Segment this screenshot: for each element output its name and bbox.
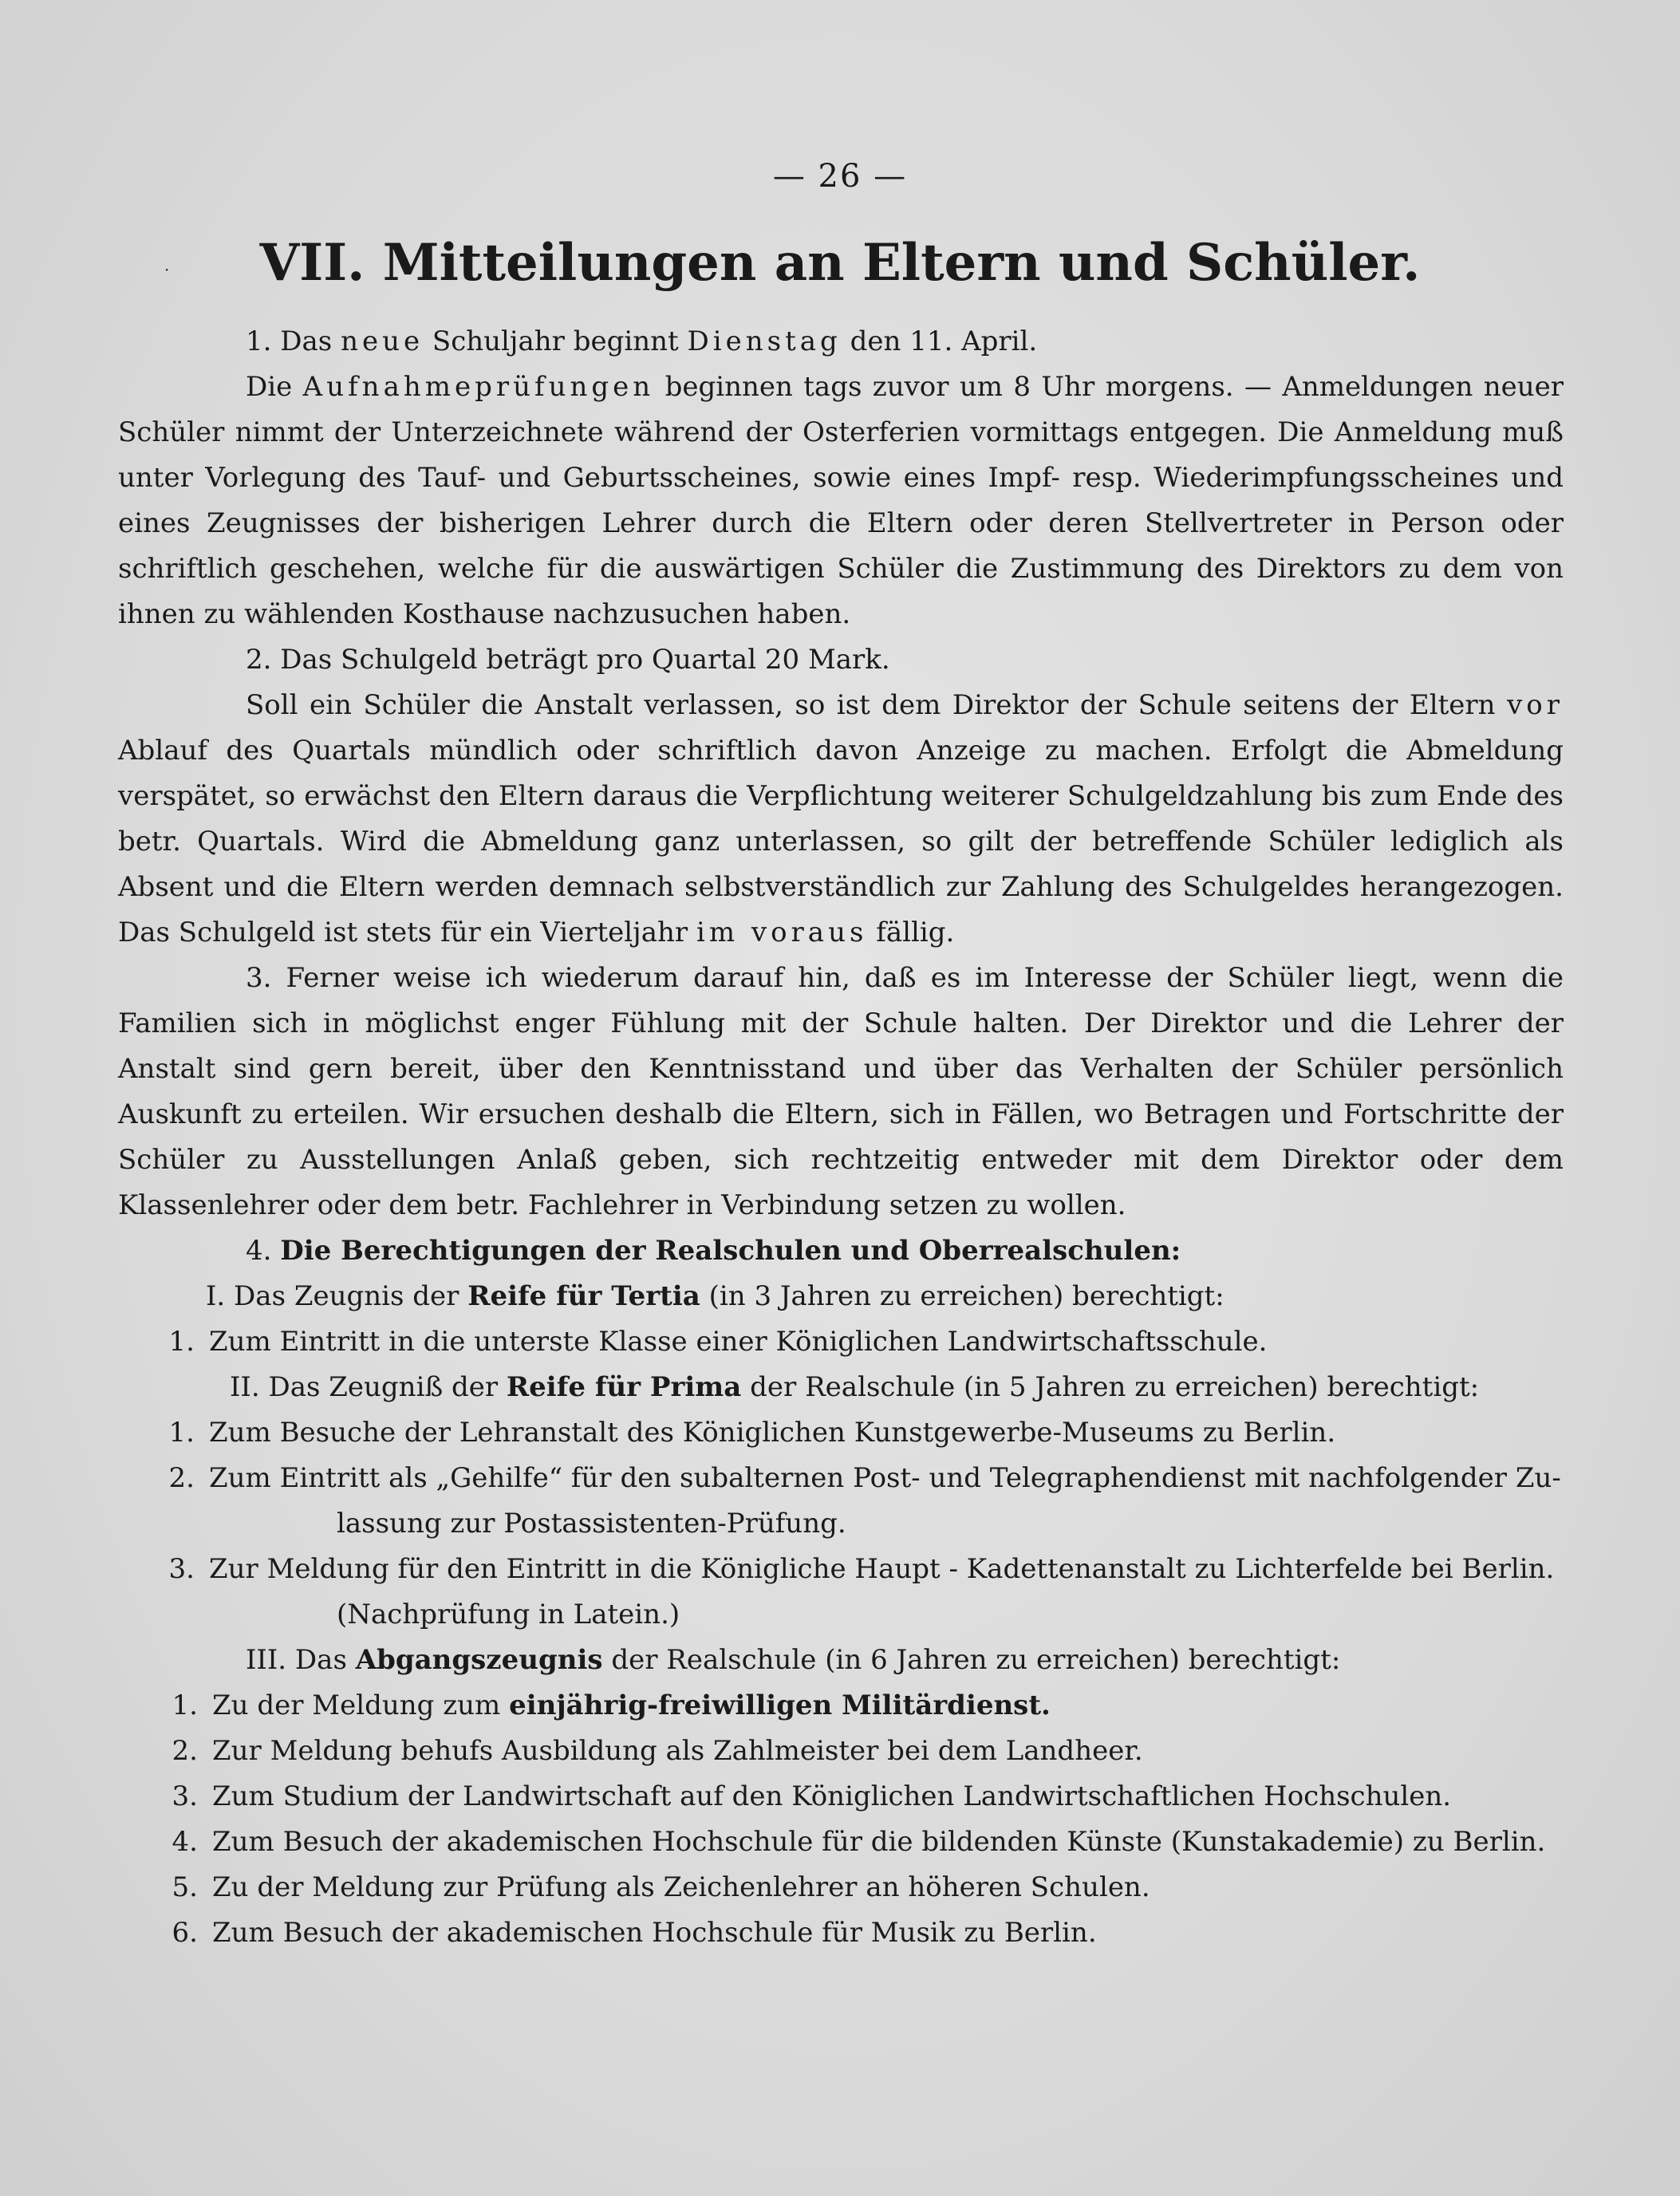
item-text: lassung zur Postassistenten-Prüfung. (337, 1508, 846, 1540)
paragraph-4-heading (118, 1228, 1564, 1274)
paragraph-2b (118, 683, 1564, 956)
spaced-text: Aufnahmeprüfungen (302, 371, 655, 403)
list-item (118, 1319, 1564, 1365)
para-number: 4. (246, 1235, 272, 1267)
item-number: 2. (172, 1735, 198, 1767)
spaced-text: neue (341, 325, 424, 357)
item-number: 2. (168, 1462, 195, 1494)
item-number: 4. (172, 1826, 198, 1858)
text: der Realschule (in 6 Jahren zu erreichen) berechtigt: (611, 1644, 1341, 1676)
bold-heading: Die Berechtigungen der Realschulen und Oberrealschulen: (280, 1235, 1181, 1267)
paragraph-3: 3. Ferner weise ich wiederum darauf hin, daß es im Interesse der Schüler liegt, wenn die Familien sich in möglichst enger Fühlung mit der Schule halten. Der Direktor und die Lehrer der Anstalt sind gern bereit, über den Kenntnisstand und über das Verhalten der Schüler persönlich Auskunft zu erteilen. Wir ersuchen deshalb die Eltern, sich in Fällen, wo Betragen und Fortschritte der Schüler zu Ausstellungen Anlaß geben, sich rechtzeitig entweder mit dem Direktor oder dem Klassenlehrer oder dem betr. Fachlehrer in Verbindung setzen zu wollen. (118, 962, 1564, 1221)
bold-text: Reife für Prima (506, 1371, 742, 1403)
text: Soll ein Schüler die Anstalt verlassen, so ist dem Direktor der Schule seitens der Eltern (246, 689, 1496, 721)
list-item (118, 1410, 1564, 1456)
item-number: 6. (172, 1917, 198, 1949)
text: Das (280, 325, 333, 357)
spaced-text: vor (1507, 689, 1564, 721)
list-item (118, 1729, 1564, 1774)
item-text: Zum Eintritt in die unterste Klasse einer Königlichen Landwirtschaftsschule. (209, 1326, 1268, 1358)
item-number: 1. (172, 1689, 198, 1721)
text: Die (246, 371, 293, 403)
bold-text: einjährig-freiwilligen Militärdienst. (509, 1689, 1051, 1721)
item-number: 1. (168, 1417, 195, 1449)
item-number: 5. (172, 1871, 198, 1903)
list-item (118, 1865, 1564, 1910)
text: fällig. (876, 917, 955, 948)
text: Zu der Meldung zum (212, 1689, 501, 1721)
group-3-heading (118, 1638, 1564, 1683)
item-number-spacer (118, 1592, 209, 1638)
text: den 11. April. (850, 325, 1038, 357)
group-1-heading (118, 1274, 1564, 1319)
section-title: VII. Mitteilungen an Eltern und Schüler. (259, 233, 1421, 293)
item-text (212, 1683, 1564, 1729)
document-body (118, 319, 1564, 1956)
item-number: 3. (168, 1553, 195, 1585)
item-number: 3. (172, 1780, 198, 1812)
list-item (118, 1547, 1564, 1592)
text: Ablauf des Quartals mündlich oder schriftlich davon Anzeige zu machen. Erfolgt die Abmeldung verspätet, so erwächst den Eltern daraus die Verpflichtung weiterer Schulgeldzahlung bis zum Ende des betr. Quartals. Wird die Abmeldung ganz unterlassen, so gilt der betreffende Schüler lediglich als Absent und die Eltern werden demnach selbstverständlich zur Zahlung des Schulgeldes herangezogen. Das Schulgeld ist stets für ein Vierteljahr (118, 735, 1564, 948)
text: Schuljahr beginnt (432, 325, 679, 357)
para-number: 1. (246, 325, 272, 357)
item-text: Zum Eintritt als „Gehilfe“ für den subalternen Post- und Telegraphendienst mit nachfolgender Zu- (209, 1462, 1561, 1494)
item-text: Zu der Meldung zur Prüfung als Zeichenlehrer an höheren Schulen. (212, 1871, 1150, 1903)
list-item-continuation (118, 1501, 1564, 1547)
bold-text: Reife für Tertia (467, 1280, 700, 1312)
list-item (118, 1774, 1564, 1819)
item-text: Zum Besuch der akademischen Hochschule für Musik zu Berlin. (212, 1917, 1097, 1949)
item-number-spacer (118, 1501, 209, 1547)
ink-speck: · (164, 260, 170, 279)
text: beginnen tags zuvor um 8 Uhr morgens. — Anmeldungen neuer Schüler nimmt der Unterzeichnete während der Osterferien vormittags entgegen. Die Anmeldung muß unter Vorlegung des Tauf- und Geburtsscheines, sowie eines Impf- resp. Wiederimpfungsscheines und eines Zeugnisses der bisherigen Lehrer durch die Eltern oder deren Stellvertreter in Person oder schriftlich geschehen, welche für die auswärtigen Schüler die Zustimmung des Direktors zu dem von ihnen zu wählenden Kosthause nachzusuchen haben. (118, 371, 1564, 630)
list-item (118, 1910, 1564, 1956)
paragraph-1b (118, 365, 1564, 637)
text: III. Das (246, 1644, 347, 1676)
text: der Realschule (in 5 Jahren zu erreichen) berechtigt: (750, 1371, 1480, 1403)
group-2-heading (118, 1365, 1564, 1410)
page-number: — 26 — (772, 158, 908, 195)
list-item (118, 1456, 1564, 1501)
item-text: Zur Meldung behufs Ausbildung als Zahlmeister bei dem Landheer. (212, 1735, 1143, 1767)
item-text: (Nachprüfung in Latein.) (337, 1599, 680, 1630)
spaced-text: im voraus (696, 917, 868, 948)
list-item-continuation (118, 1592, 1564, 1638)
list-item (118, 1683, 1564, 1729)
item-text: Zur Meldung für den Eintritt in die Königliche Haupt - Kadettenanstalt zu Lichterfelde bei Berlin. (209, 1553, 1555, 1585)
paragraph-2: 2. Das Schulgeld beträgt pro Quartal 20 Mark. (246, 644, 890, 676)
text: (in 3 Jahren zu erreichen) berechtigt: (708, 1280, 1225, 1312)
bold-text: Abgangszeugnis (355, 1644, 603, 1676)
item-text: Zum Besuch der akademischen Hochschule für die bildenden Künste (Kunstakademie) zu Berlin. (212, 1826, 1546, 1858)
paragraph-1 (118, 319, 1564, 365)
text: II. Das Zeugniß der (230, 1371, 499, 1403)
text: I. Das Zeugnis der (206, 1280, 459, 1312)
item-text: Zum Studium der Landwirtschaft auf den Königlichen Landwirtschaftlichen Hochschulen. (212, 1780, 1452, 1812)
item-number: 1. (168, 1326, 195, 1358)
item-text: Zum Besuche der Lehranstalt des Königlichen Kunstgewerbe-Museums zu Berlin. (209, 1417, 1336, 1449)
spaced-text: Dienstag (687, 325, 842, 357)
list-item (118, 1819, 1564, 1865)
